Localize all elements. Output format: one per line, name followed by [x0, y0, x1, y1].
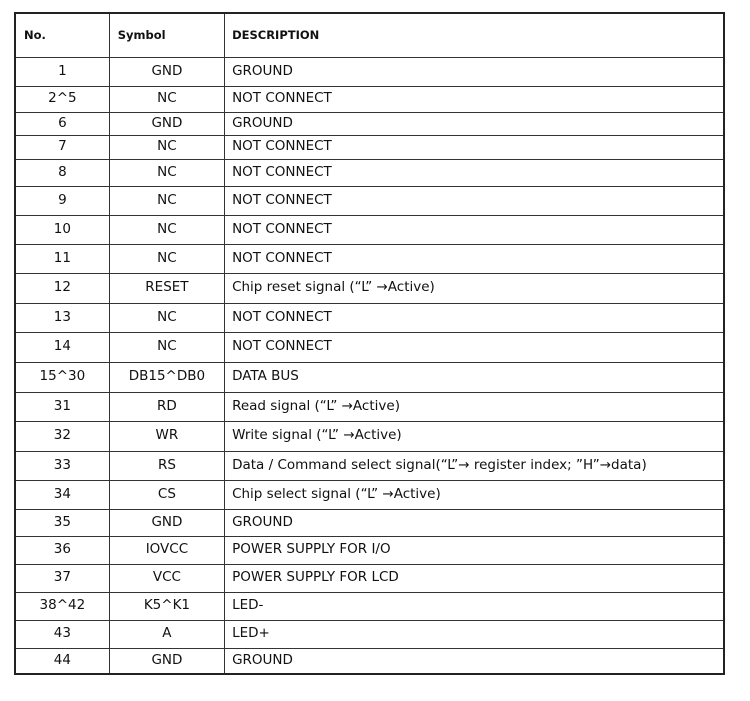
pin-symbol: NC: [109, 332, 224, 362]
pin-number: 36: [15, 536, 109, 564]
pin-symbol: VCC: [109, 564, 224, 592]
pin-number: 7: [15, 135, 109, 159]
table-row: [15, 392, 724, 421]
table-row: [15, 273, 724, 303]
pin-description: Data / Command select signal(“L”→ register index; ”H”→data): [225, 451, 724, 480]
table-row: [15, 648, 724, 674]
table-row: [15, 362, 724, 392]
table-row: [15, 620, 724, 648]
pin-number: 37: [15, 564, 109, 592]
pin-symbol: DB15^DB0: [109, 362, 224, 392]
pin-number: 44: [15, 648, 109, 674]
table-row: [15, 57, 724, 86]
pin-number: 34: [15, 480, 109, 509]
pin-symbol: NC: [109, 303, 224, 332]
pin-number: 6: [15, 112, 109, 135]
pin-description: NOT CONNECT: [225, 86, 724, 112]
table-row: [15, 421, 724, 451]
pin-number: 10: [15, 215, 109, 244]
table-row: [15, 159, 724, 186]
pin-description: NOT CONNECT: [225, 215, 724, 244]
table-row: [15, 112, 724, 135]
pin-number: 14: [15, 332, 109, 362]
pin-description: POWER SUPPLY FOR I/O: [225, 536, 724, 564]
pin-description: Chip reset signal (“L” →Active): [225, 273, 724, 303]
table-body: [15, 57, 724, 674]
table-header-row: [15, 13, 724, 57]
header-description: DESCRIPTION: [225, 13, 724, 57]
pin-number: 38^42: [15, 592, 109, 620]
pin-number: 8: [15, 159, 109, 186]
pin-symbol: GND: [109, 57, 224, 86]
table-row: [15, 536, 724, 564]
pin-symbol: A: [109, 620, 224, 648]
pin-symbol: NC: [109, 244, 224, 273]
pin-description: Read signal (“L” →Active): [225, 392, 724, 421]
pin-description: NOT CONNECT: [225, 303, 724, 332]
pin-number: 1: [15, 57, 109, 86]
pin-description: Write signal (“L” →Active): [225, 421, 724, 451]
pin-symbol: K5^K1: [109, 592, 224, 620]
table-row: [15, 592, 724, 620]
table-row: [15, 480, 724, 509]
table-row: [15, 509, 724, 536]
pin-symbol: RESET: [109, 273, 224, 303]
pin-description: DATA BUS: [225, 362, 724, 392]
pin-assignment-table: [14, 12, 725, 675]
pin-description: NOT CONNECT: [225, 159, 724, 186]
table-row: [15, 332, 724, 362]
pin-symbol: RS: [109, 451, 224, 480]
pin-symbol: NC: [109, 159, 224, 186]
pin-number: 12: [15, 273, 109, 303]
header-no: No.: [15, 13, 109, 57]
pin-symbol: RD: [109, 392, 224, 421]
table-row: [15, 564, 724, 592]
pin-description: GROUND: [225, 112, 724, 135]
pin-number: 2^5: [15, 86, 109, 112]
pin-description: GROUND: [225, 648, 724, 674]
pin-description: GROUND: [225, 509, 724, 536]
pin-number: 32: [15, 421, 109, 451]
table-row: [15, 186, 724, 215]
pin-symbol: IOVCC: [109, 536, 224, 564]
pin-symbol: GND: [109, 648, 224, 674]
table-row: [15, 135, 724, 159]
pin-description: NOT CONNECT: [225, 244, 724, 273]
pin-description: POWER SUPPLY FOR LCD: [225, 564, 724, 592]
pin-number: 43: [15, 620, 109, 648]
pin-symbol: NC: [109, 215, 224, 244]
pin-number: 31: [15, 392, 109, 421]
pin-number: 15^30: [15, 362, 109, 392]
pin-symbol: NC: [109, 86, 224, 112]
pin-number: 33: [15, 451, 109, 480]
pin-description: NOT CONNECT: [225, 186, 724, 215]
header-symbol: Symbol: [109, 13, 224, 57]
table-row: [15, 451, 724, 480]
pin-number: 35: [15, 509, 109, 536]
table-row: [15, 244, 724, 273]
table-row: [15, 215, 724, 244]
pin-symbol: GND: [109, 112, 224, 135]
pin-number: 13: [15, 303, 109, 332]
pin-description: NOT CONNECT: [225, 135, 724, 159]
pin-description: LED+: [225, 620, 724, 648]
pin-description: NOT CONNECT: [225, 332, 724, 362]
pin-symbol: WR: [109, 421, 224, 451]
pin-description: LED-: [225, 592, 724, 620]
pin-description: Chip select signal (“L” →Active): [225, 480, 724, 509]
pin-number: 11: [15, 244, 109, 273]
pin-number: 9: [15, 186, 109, 215]
table-row: [15, 303, 724, 332]
pin-symbol: GND: [109, 509, 224, 536]
table-row: [15, 86, 724, 112]
pin-symbol: NC: [109, 135, 224, 159]
pin-symbol: NC: [109, 186, 224, 215]
pin-symbol: CS: [109, 480, 224, 509]
pin-description: GROUND: [225, 57, 724, 86]
